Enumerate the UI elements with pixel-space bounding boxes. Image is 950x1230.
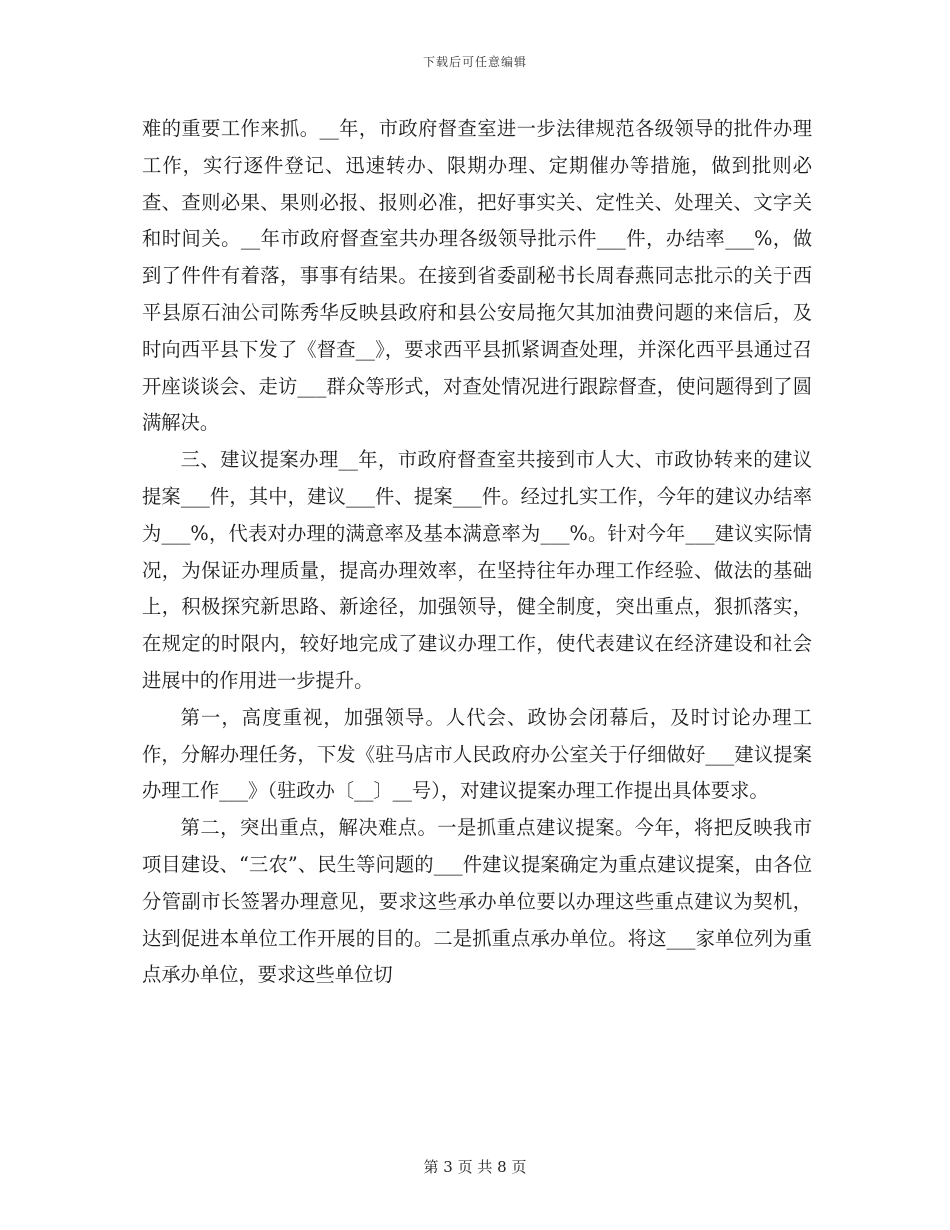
paragraph-continuation: 难的重要工作来抓。__年，市政府督查室进一步法律规范各级领导的批件办理工作，实行逐件登记、迅速转办、限期办理、定期催办等措施，做到批则必查、查则必果、果则必报、报则必准，把好事实关、定性关、处理关、文字关和时间关。__年市政府督查室共办理各级领导批示件___件，办结率___%，做到了件件有着落，事事有结果。在接到省委副秘书长周春燕同志批示的关于西平县原石油公司陈秀华反映县政府和县公安局拖欠其加油费问题的来信后，及时向西平县下发了《督查__》，要求西平县抓紧调查处理，并深化西平县通过召开座谈谈会、走访___群众等形式，对查处情况进行跟踪督查，使问题得到了圆满解决。 — [142, 117, 812, 435]
paragraph-section-three: 三、建议提案办理__年，市政府督查室共接到市人大、市政协转来的建议提案___件，其中，建议___件、提案___件。经过扎实工作，今年的建议办结率为___%，代表对办理的满意率及基本满意率为___%。针对今年___建议实际情况，为保证办理质量，提高办理效率，在坚持往年办理工作经验、做法的基础上，积极探究新思路、新途径，加强领导，健全制度，突出重点，狠抓落实，在规定的时限内，较好地完成了建议办理工作，使代表建议在经济建设和社会进展中的作用进一步提升。 — [142, 448, 812, 692]
page-header: 下载后可任意编辑 — [422, 55, 527, 69]
document-body — [142, 111, 812, 994]
paragraph-point-one: 第一，高度重视，加强领导。人代会、政协会闭幕后，及时讨论办理工作，分解办理任务，下发《驻马店市人民政府办公室关于仔细做好___建议提案办理工作___》（驻政办〔__〕__号），对建议提案办理工作提出具体要求。 — [142, 705, 812, 803]
page-footer: 第 3 页 共 8 页 — [423, 1158, 527, 1176]
paragraph-point-two: 第二，突出重点，解决难点。一是抓重点建议提案。今年，将把反映我市项目建设、“三农”、民生等问题的___件建议提案确定为重点建议提案，由各位分管副市长签署办理意见，要求这些承办单位要以办理这些重点建议为契机，达到促进本单位工作开展的目的。二是抓重点承办单位。将这___家单位列为重点承办单位，要求这些单位切 — [142, 816, 812, 987]
